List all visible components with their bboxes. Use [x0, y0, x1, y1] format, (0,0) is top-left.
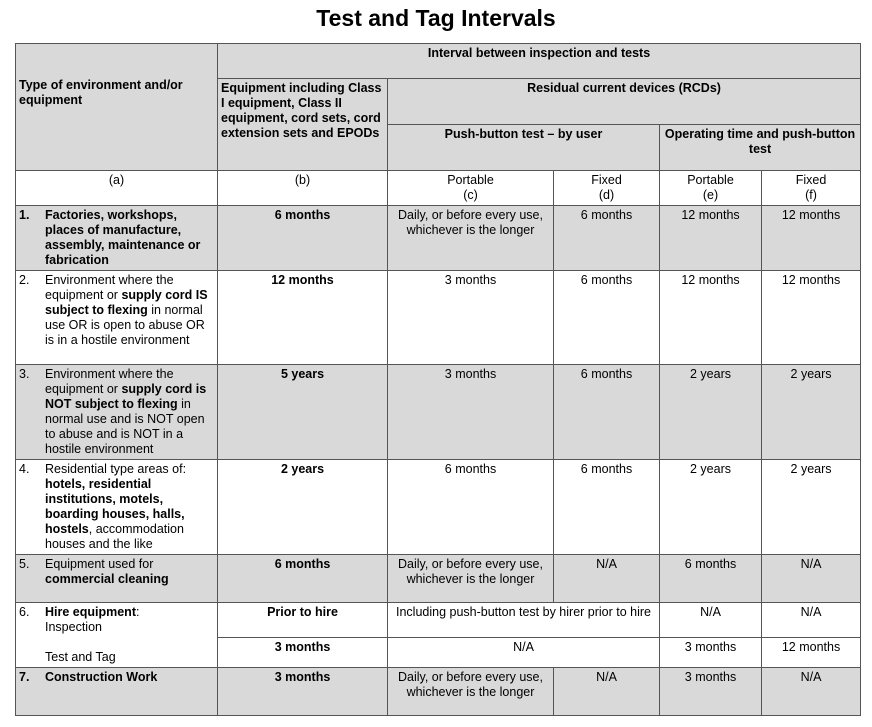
env-text: Equipment used for commercial cleaning [45, 556, 169, 586]
header-operating-time: Operating time and push-button test [660, 124, 861, 170]
push-button-portable: 3 months [388, 364, 554, 459]
hire-inspection: Inspection [45, 619, 102, 634]
env-cell [16, 205, 218, 270]
operating-fixed: N/A [762, 554, 861, 602]
header-row-rcd [16, 78, 861, 124]
equipment-interval: 5 years [218, 364, 388, 459]
env-cell [16, 554, 218, 602]
table-row [16, 364, 861, 459]
table-row [16, 554, 861, 602]
header-letter-d: (d) [598, 187, 615, 202]
intervals-table [15, 43, 861, 716]
header-interval: Interval between inspection and tests [218, 44, 861, 79]
table-row [16, 270, 861, 364]
push-button-portable: Daily, or before every use, whichever is the longer [388, 554, 554, 602]
env-text: Environment where the equipment or supply cord IS subject to flexing in normal use OR is open to abuse OR is in a hostile environment [45, 272, 208, 347]
page-title: Test and Tag Intervals [316, 5, 556, 31]
push-button-fixed: 6 months [554, 270, 660, 364]
operating-fixed: 12 months [762, 205, 861, 270]
env-text: Factories, workshops, places of manufacture, assembly, maintenance or fabrication [45, 207, 201, 267]
row-number: 2. [19, 272, 30, 287]
push-button-portable: Daily, or before every use, whichever is the longer [388, 667, 554, 715]
env-cell [16, 459, 218, 554]
header-type-spacer [16, 44, 218, 79]
operating-portable: N/A [660, 602, 762, 637]
header-push-button: Push-button test – by user [388, 124, 660, 170]
header-portable-e: Portable [687, 172, 734, 187]
header-fixed-d: Fixed [591, 172, 622, 187]
push-button-portable: Daily, or before every use, whichever is the longer [388, 205, 554, 270]
push-button-fixed: 6 months [554, 364, 660, 459]
push-button-fixed: 6 months [554, 459, 660, 554]
operating-fixed: 12 months [762, 637, 861, 667]
env-cell [16, 270, 218, 364]
env-text: Construction Work [45, 669, 158, 684]
row-number: 6. [19, 604, 30, 619]
header-col-b: (b) [218, 170, 388, 205]
operating-portable: 6 months [660, 554, 762, 602]
env-cell [16, 667, 218, 715]
header-equipment: Equipment including Class I equipment, Class II equipment, cord sets, cord extension sets and EPODs [218, 78, 388, 170]
operating-portable: 12 months [660, 205, 762, 270]
equipment-interval: 12 months [218, 270, 388, 364]
equipment-interval: 2 years [218, 459, 388, 554]
header-col-f [762, 170, 861, 205]
row-number: 7. [19, 669, 30, 684]
header-type-of-environment: Type of environment and/or equipment [16, 78, 218, 170]
header-col-a: (a) [16, 170, 218, 205]
equipment-interval: Prior to hire [218, 602, 388, 637]
header-letter-f: (f) [805, 187, 817, 202]
table-row [16, 205, 861, 270]
operating-fixed: 12 months [762, 270, 861, 364]
header-col-c [388, 170, 554, 205]
hire-colon: : [136, 604, 140, 619]
header-letter-c: (c) [463, 187, 478, 202]
operating-fixed: 2 years [762, 364, 861, 459]
hire-label: Hire equipment [45, 604, 136, 619]
header-row-interval [16, 44, 861, 79]
env-text: Environment where the equipment or supply cord is NOT subject to flexing in normal use and is NOT open to abuse and is NOT in a hostile environment [45, 366, 207, 456]
push-button-fixed: N/A [554, 554, 660, 602]
header-fixed-f: Fixed [795, 172, 827, 187]
push-button-portable: 6 months [388, 459, 554, 554]
table-row [16, 667, 861, 715]
hire-test-and-tag: Test and Tag [45, 649, 116, 664]
header-letter-e: (e) [702, 187, 719, 202]
equipment-interval: 3 months [218, 637, 388, 667]
row-number: 5. [19, 556, 30, 571]
push-button-combined: N/A [388, 637, 660, 667]
header-col-d [554, 170, 660, 205]
push-button-portable: 3 months [388, 270, 554, 364]
env-text: Residential type areas of: hotels, residential institutions, motels, boarding houses, halls, hostels, accommodation houses and the like [45, 461, 187, 551]
header-rcd: Residual current devices (RCDs) [388, 78, 861, 124]
operating-fixed: 2 years [762, 459, 861, 554]
row-number: 1. [19, 207, 30, 222]
header-row-letters [16, 170, 861, 205]
equipment-interval: 3 months [218, 667, 388, 715]
operating-portable: 12 months [660, 270, 762, 364]
operating-portable: 3 months [660, 667, 762, 715]
operating-portable: 3 months [660, 637, 762, 667]
table-row [16, 459, 861, 554]
push-button-fixed: N/A [554, 667, 660, 715]
row-number: 4. [19, 461, 30, 476]
operating-fixed: N/A [762, 667, 861, 715]
equipment-interval: 6 months [218, 205, 388, 270]
row-number: 3. [19, 366, 30, 381]
operating-portable: 2 years [660, 364, 762, 459]
table-row-hire [16, 602, 861, 637]
push-button-combined: Including push-button test by hirer prior to hire [388, 602, 660, 637]
operating-portable: 2 years [660, 459, 762, 554]
operating-fixed: N/A [762, 602, 861, 637]
equipment-interval: 6 months [218, 554, 388, 602]
push-button-fixed: 6 months [554, 205, 660, 270]
env-cell [16, 364, 218, 459]
header-col-e [660, 170, 762, 205]
header-portable-c: Portable [447, 172, 494, 187]
env-cell-hire [16, 602, 218, 667]
